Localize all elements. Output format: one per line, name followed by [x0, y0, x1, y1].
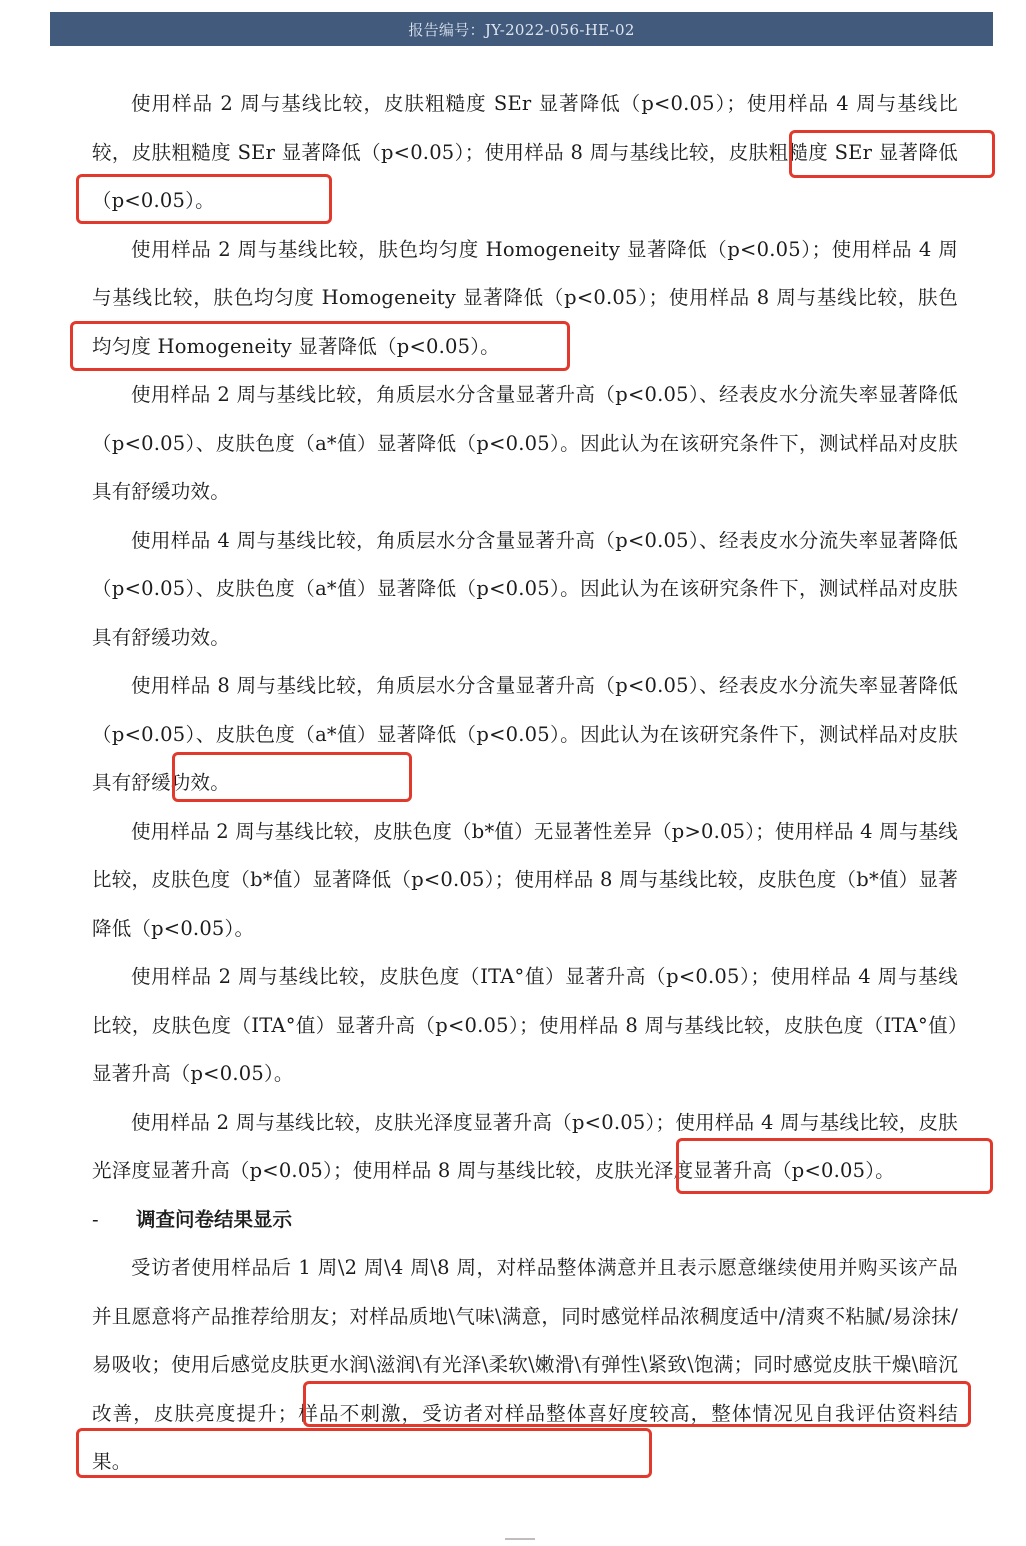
paragraph-gloss: 使用样品 2 周与基线比较，皮肤光泽度显著升高（p<0.05）；使用样品 4 周与基线比较，皮肤光泽度显著升高（p<0.05）；使用样品 8 周与基线比较，皮肤光泽度显著升高（p<0.05）。 [92, 1110, 958, 1182]
paragraph-soothing-week8: 使用样品 8 周与基线比较，角质层水分含量显著升高（p<0.05）、经表皮水分流失率显著降低（p<0.05）、皮肤色度（a*值）显著降低（p<0.05）。因此认为在该研究条件下，测试样品对皮肤具有舒缓功效。 [92, 674, 958, 794]
report-number: 报告编号：JY-2022-056-HE-02 [408, 20, 635, 39]
section-heading-text: 调查问卷结果显示 [136, 1207, 293, 1231]
paragraph-ita-value: 使用样品 2 周与基线比较，皮肤色度（ITA°值）显著升高（p<0.05）；使用样品 4 周与基线比较，皮肤色度（ITA°值）显著升高（p<0.05）；使用样品 8 周与基线比较，皮肤色度（ITA°值）显著升高（p<0.05）。 [92, 965, 958, 1085]
paragraph-soothing-week2: 使用样品 2 周与基线比较，角质层水分含量显著升高（p<0.05）、经表皮水分流失率显著降低（p<0.05）、皮肤色度（a*值）显著降低（p<0.05）。因此认为在该研究条件下，测试样品对皮肤具有舒缓功效。 [92, 383, 958, 503]
report-body [92, 80, 958, 1487]
paragraph-homogeneity: 使用样品 2 周与基线比较，肤色均匀度 Homogeneity 显著降低（p<0.05）；使用样品 4 周与基线比较，肤色均匀度 Homogeneity 显著降低（p<0.05）；使用样品 8 周与基线比较，肤色均匀度 Homogeneity 显著降低（p<0.05）。 [92, 237, 958, 358]
bullet-dash: - [92, 1207, 99, 1231]
paragraph-soothing-week4: 使用样品 4 周与基线比较，角质层水分含量显著升高（p<0.05）、经表皮水分流失率显著降低（p<0.05）、皮肤色度（a*值）显著降低（p<0.05）。因此认为在该研究条件下，测试样品对皮肤具有舒缓功效。 [92, 528, 958, 649]
report-header-bar [50, 12, 993, 46]
section-heading-survey [92, 1196, 958, 1245]
paragraph-survey: 受访者使用样品后 1 周\2 周\4 周\8 周，对样品整体满意并且表示愿意继续使用并购买该产品并且愿意将产品推荐给朋友；对样品质地\气味\满意，同时感觉样品浓稠度适中/清爽不粘腻/易涂抹/易吸收；使用后感觉皮肤更水润\滋润\有光泽\柔软\嫩滑\有弹性\紧致\饱满；同时感觉皮肤干燥\暗沉改善，皮肤亮度提升；样品不刺激，受访者对样品整体喜好度较高，整体情况见自我评估资料结果。 [92, 1256, 958, 1473]
paragraph-roughness: 使用样品 2 周与基线比较，皮肤粗糙度 SEr 显著降低（p<0.05）；使用样品 4 周与基线比较，皮肤粗糙度 SEr 显著降低（p<0.05）；使用样品 8 周与基线比较，皮肤粗糙度 SEr 显著降低（p<0.05）。 [92, 92, 958, 212]
page-number-mark [505, 1538, 535, 1544]
paragraph-b-value: 使用样品 2 周与基线比较，皮肤色度（b*值）无显著性差异（p>0.05）；使用样品 4 周与基线比较，皮肤色度（b*值）显著降低（p<0.05）；使用样品 8 周与基线比较，皮肤色度（b*值）显著降低（p<0.05）。 [92, 819, 958, 940]
